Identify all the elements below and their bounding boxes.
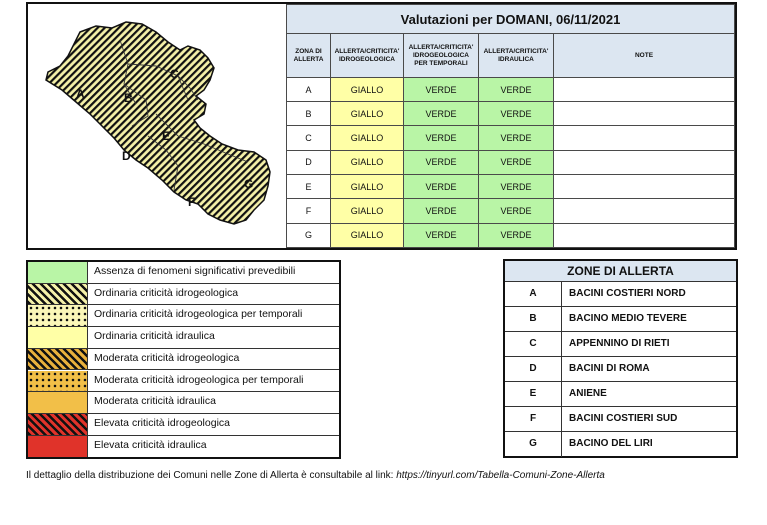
map-label-c: C	[170, 67, 179, 81]
cell-note	[554, 102, 735, 126]
zone-allerta-table	[503, 259, 738, 458]
footer-link[interactable]: https://tinyurl.com/Tabella-Comuni-Zone-Allerta	[396, 470, 605, 481]
cell-idraulica: VERDE	[479, 77, 554, 101]
cell-note	[554, 150, 735, 174]
zone-code: E	[505, 382, 562, 406]
cell-idrogeologica: GIALLO	[331, 175, 404, 199]
cell-note	[554, 126, 735, 150]
table-row	[287, 126, 735, 150]
cell-zona: C	[287, 126, 331, 150]
legend-swatch-elevata-idrogeologica	[28, 414, 88, 435]
map-label-a: A	[76, 87, 85, 101]
legend-label: Ordinaria criticità idrogeologica per temporali	[94, 308, 303, 321]
cell-zona: G	[287, 223, 331, 247]
cell-idrogeologica: GIALLO	[331, 223, 404, 247]
cell-idraulica: VERDE	[479, 175, 554, 199]
footer-note	[26, 470, 605, 481]
legend-swatch-moderata-temporali	[28, 371, 88, 392]
cell-idrogeologica: GIALLO	[331, 102, 404, 126]
legend-item	[28, 305, 339, 327]
legend-label: Moderata criticità idraulica	[94, 395, 216, 408]
header-zona: ZONA DI ALLERTA	[287, 34, 331, 78]
legend-label: Moderata criticità idrogeologica	[94, 351, 240, 364]
table-row	[287, 223, 735, 247]
map-label-b: B	[124, 91, 133, 105]
list-item	[505, 432, 736, 457]
legend-item	[28, 414, 339, 436]
cell-zona: B	[287, 102, 331, 126]
lazio-alert-map	[28, 4, 286, 248]
zone-code: C	[505, 332, 562, 356]
zone-code: D	[505, 357, 562, 381]
legend-label: Elevata criticità idraulica	[94, 438, 207, 451]
zone-name: BACINO DEL LIRI	[569, 438, 653, 449]
legend-item	[28, 349, 339, 371]
map-label-f: F	[188, 195, 196, 209]
legend-item	[28, 284, 339, 306]
cell-idraulica: VERDE	[479, 150, 554, 174]
valutazioni-table	[286, 4, 735, 248]
zone-code: B	[505, 307, 562, 331]
table-row	[287, 175, 735, 199]
list-item	[505, 407, 736, 432]
zone-name: BACINI COSTIERI SUD	[569, 413, 678, 424]
cell-note	[554, 199, 735, 223]
legend-item	[28, 327, 339, 349]
header-note: NOTE	[554, 34, 735, 78]
table-row	[287, 199, 735, 223]
cell-idrogeologica: GIALLO	[331, 199, 404, 223]
cell-temporali: VERDE	[404, 223, 479, 247]
cell-temporali: VERDE	[404, 175, 479, 199]
header-temporali: ALLERTA/CRITICITA' IDROGEOLOGICA PER TEMPORALI	[404, 34, 479, 78]
header-idraulica: ALLERTA/CRITICITA' IDRAULICA	[479, 34, 554, 78]
cell-idrogeologica: GIALLO	[331, 77, 404, 101]
cell-idraulica: VERDE	[479, 102, 554, 126]
valutazioni-title: Valutazioni per DOMANI, 06/11/2021	[287, 5, 735, 34]
zone-name: BACINI COSTIERI NORD	[569, 288, 686, 299]
zone-title: ZONE DI ALLERTA	[505, 261, 736, 282]
legend-label: Ordinaria criticità idraulica	[94, 330, 215, 343]
legend-swatch-ordinaria-idraulica	[28, 327, 88, 348]
list-item	[505, 332, 736, 357]
legend-swatch-ordinaria-temporali	[28, 305, 88, 326]
cell-idrogeologica: GIALLO	[331, 126, 404, 150]
legend-item	[28, 262, 339, 284]
zone-code: F	[505, 407, 562, 431]
cell-idrogeologica: GIALLO	[331, 150, 404, 174]
legend-item	[28, 436, 339, 458]
footer-text: Il dettaglio della distribuzione dei Comuni nelle Zone di Allerta è consultabile al link:	[26, 470, 397, 481]
table-row	[287, 77, 735, 101]
table-row	[287, 150, 735, 174]
header-idrogeologica: ALLERTA/CRITICITA' IDROGEOLOGICA	[331, 34, 404, 78]
map-svg	[28, 4, 286, 248]
cell-idraulica: VERDE	[479, 199, 554, 223]
list-item	[505, 307, 736, 332]
map-label-e: E	[162, 129, 171, 143]
legend-swatch-moderata-idrogeologica	[28, 349, 88, 370]
zone-name: ANIENE	[569, 388, 607, 399]
list-item	[505, 357, 736, 382]
list-item	[505, 382, 736, 407]
legend-item	[28, 392, 339, 414]
cell-zona: F	[287, 199, 331, 223]
map-region-outline	[46, 22, 270, 224]
list-item	[505, 282, 736, 307]
map-label-g: G	[244, 177, 254, 191]
legend-label: Elevata criticità idrogeologica	[94, 416, 230, 429]
legend-swatch-moderata-idraulica	[28, 392, 88, 413]
legend-item	[28, 371, 339, 393]
cell-temporali: VERDE	[404, 126, 479, 150]
cell-note	[554, 175, 735, 199]
cell-temporali: VERDE	[404, 199, 479, 223]
cell-note	[554, 77, 735, 101]
criticita-legend	[26, 260, 341, 459]
cell-idraulica: VERDE	[479, 223, 554, 247]
cell-temporali: VERDE	[404, 77, 479, 101]
legend-label: Ordinaria criticità idrogeologica	[94, 286, 239, 299]
zone-code: A	[505, 282, 562, 306]
map-label-d: D	[122, 149, 131, 163]
zone-name: BACINI DI ROMA	[569, 363, 650, 374]
zone-code: G	[505, 432, 562, 457]
legend-swatch-assenza	[28, 262, 88, 283]
legend-swatch-elevata-idraulica	[28, 436, 88, 458]
legend-label: Assenza di fenomeni significativi prevedibili	[94, 265, 296, 277]
legend-swatch-ordinaria-idrogeologica	[28, 284, 88, 305]
legend-label: Moderata criticità idrogeologica per temporali	[94, 373, 304, 386]
zone-name: BACINO MEDIO TEVERE	[569, 313, 687, 324]
cell-zona: A	[287, 77, 331, 101]
cell-temporali: VERDE	[404, 150, 479, 174]
zone-name: APPENNINO DI RIETI	[569, 338, 670, 349]
cell-note	[554, 223, 735, 247]
cell-zona: E	[287, 175, 331, 199]
cell-zona: D	[287, 150, 331, 174]
valutazioni-panel	[26, 2, 737, 250]
table-row	[287, 102, 735, 126]
cell-temporali: VERDE	[404, 102, 479, 126]
cell-idraulica: VERDE	[479, 126, 554, 150]
